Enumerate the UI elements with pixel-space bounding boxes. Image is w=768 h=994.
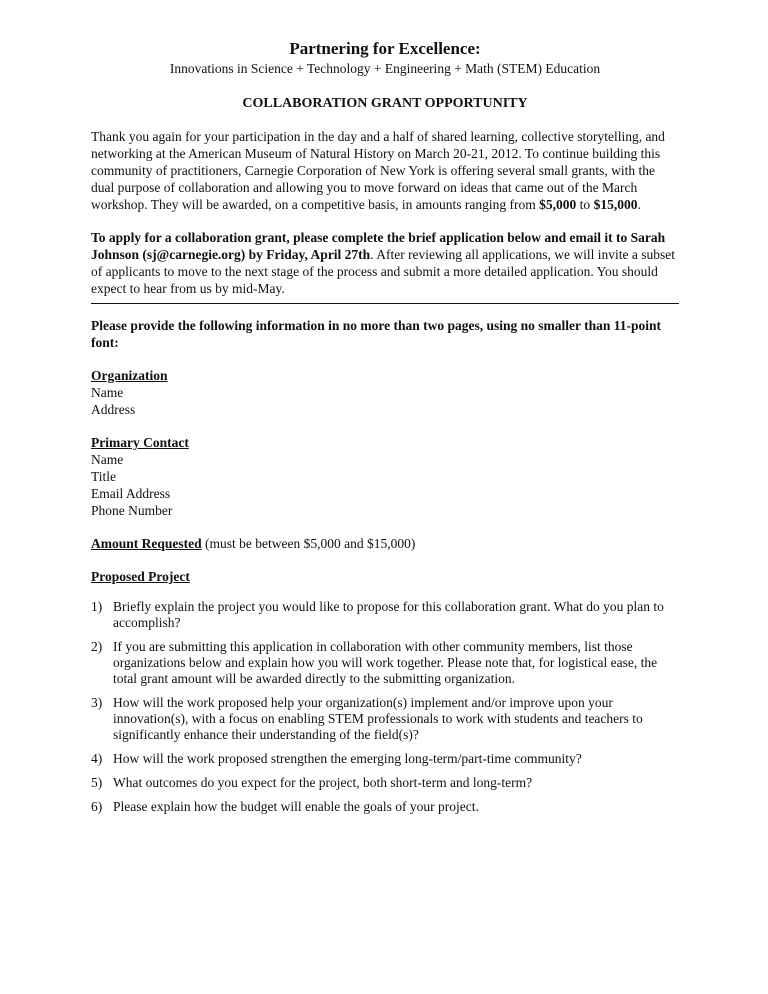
amount-heading: Amount Requested — [91, 536, 202, 551]
question-number: 2) — [91, 639, 103, 654]
list-item — [91, 775, 679, 791]
form-instructions: Please provide the following information in no more than two pages, using no smaller than 11-point font: — [91, 318, 662, 350]
question-text: Please explain how the budget will enable the goals of your project. — [113, 799, 479, 814]
list-item — [91, 639, 679, 687]
organization-section — [91, 367, 679, 418]
document-subtitle: Innovations in Science + Technology + Engineering + Math (STEM) Education — [169, 61, 601, 76]
proposed-project-section — [91, 568, 679, 815]
contact-title-field: Title — [91, 469, 117, 484]
intro-paragraph — [91, 128, 679, 213]
apply-paragraph — [91, 229, 679, 297]
question-number: 1) — [91, 599, 103, 614]
section-heading: COLLABORATION GRANT OPPORTUNITY — [242, 96, 528, 111]
question-text: If you are submitting this application in collaboration with other community members, list those organizations below and explain how you will work together. Please note that, for logistical ease, the total grant amount will be awarded directly to the submitting organization. — [113, 639, 658, 686]
apply-details: . After reviewing all applications, we will invite a subset of applicants to move to the next stage of the process and submit a more detailed application. You should expect to hear from us by mid-May. — [91, 247, 676, 296]
primary-contact-section — [91, 434, 679, 519]
contact-name-field: Name — [91, 452, 124, 467]
list-item — [91, 751, 679, 767]
amount-requested — [91, 535, 679, 552]
question-text: How will the work proposed strengthen the emerging long-term/part-time community? — [113, 751, 582, 766]
list-item — [91, 695, 679, 743]
contact-email-field: Email Address — [91, 486, 171, 501]
document-title: Partnering for Excellence: — [289, 39, 481, 58]
document-page — [91, 38, 679, 823]
intro-connector: to — [576, 197, 594, 212]
apply-instructions: To apply for a collaboration grant, please complete the brief application below and email it to Sarah Johnson (sj@carnegie.org) by Friday, April 27th — [91, 230, 666, 262]
question-text: What outcomes do you expect for the project, both short-term and long-term? — [113, 775, 533, 790]
proposed-project-heading: Proposed Project — [91, 569, 190, 584]
question-number: 3) — [91, 695, 103, 710]
divider — [91, 303, 679, 304]
list-item — [91, 799, 679, 815]
question-text: How will the work proposed help your organization(s) implement and/or improve upon your innovation(s), with a focus on enabling STEM professionals to work with students and teachers to significantly enhance their understanding of the field(s)? — [113, 695, 643, 742]
intro-text: Thank you again for your participation in the day and a half of shared learning, collective storytelling, and networking at the American Museum of Natural History on March 20-21, 2012. To continue building this community of practitioners, Carnegie Corporation of New York is offering several small grants, with the dual purpose of collaboration and allowing you to move forward on ideas that came out of the March workshop. They will be awarded, on a competitive basis, in amounts ranging from — [91, 129, 665, 212]
question-number: 5) — [91, 775, 103, 790]
primary-contact-heading: Primary Contact — [91, 435, 189, 450]
question-number: 4) — [91, 751, 103, 766]
grant-max-amount: $15,000 — [593, 197, 638, 212]
organization-name-field: Name — [91, 385, 124, 400]
organization-heading: Organization — [91, 368, 168, 383]
question-number: 6) — [91, 799, 103, 814]
grant-min-amount: $5,000 — [539, 197, 577, 212]
question-text: Briefly explain the project you would like to propose for this collaboration grant. What do you plan to accomplish? — [113, 599, 664, 630]
list-item — [91, 599, 679, 631]
amount-note: (must be between $5,000 and $15,000) — [201, 536, 416, 551]
contact-phone-field: Phone Number — [91, 503, 173, 518]
question-list — [91, 599, 679, 815]
organization-address-field: Address — [91, 402, 136, 417]
intro-end: . — [637, 197, 641, 212]
